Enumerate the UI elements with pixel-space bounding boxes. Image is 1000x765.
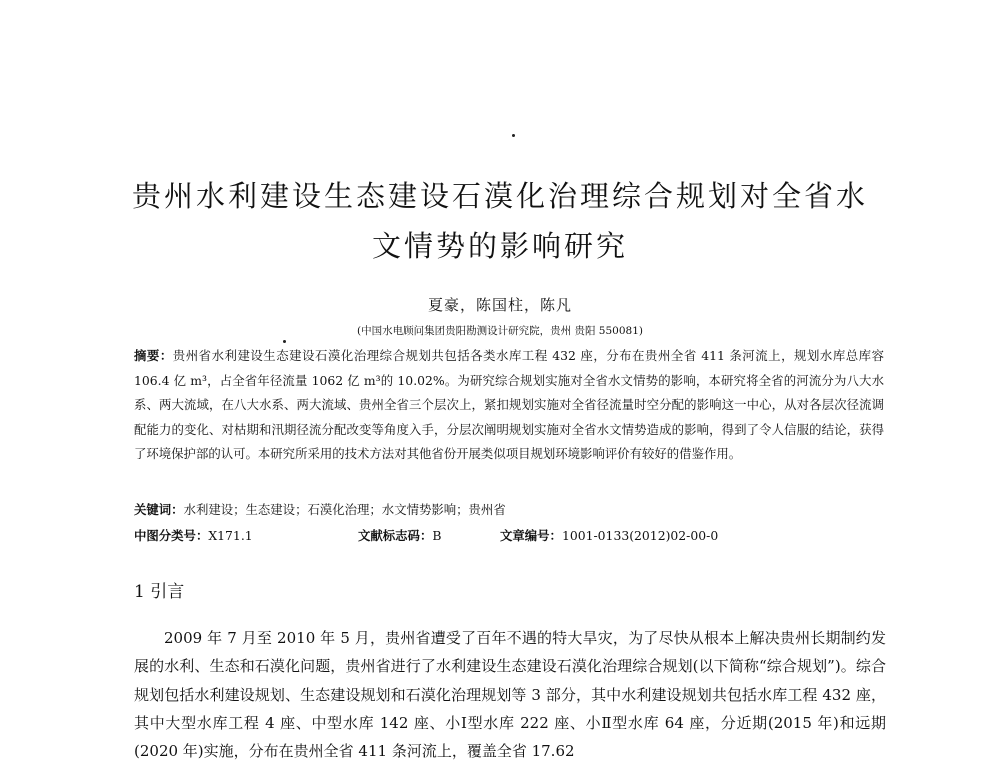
clc-number bbox=[134, 526, 253, 544]
abstract-label: 摘要： bbox=[134, 348, 173, 363]
article-no-value: 1001-0133(2012)02-00-0 bbox=[561, 528, 719, 543]
scan-speck bbox=[283, 340, 286, 343]
paper-title-line-2: 文情势的影响研究 bbox=[371, 229, 628, 263]
affiliation: (中国水电顾问集团贵阳勘测设计研究院，贵州 贵阳 550081) bbox=[357, 325, 643, 337]
article-no-label: 文章编号： bbox=[500, 528, 562, 543]
keywords-label: 关键词： bbox=[134, 502, 184, 517]
abstract-text: 贵州省水利建设生态建设石漠化治理综合规划共包括各类水库工程 432 座，分布在贵州全省 411 条河流上，规划水库总库容 106.4 亿 m³，占全省年径流量 1062 亿 m³的 10.02%。为研究综合规划实施对全省水文情势的影响，本研究将全省的河流分为八大水系、两大流域，在八大水系、两大流域、贵州全省三个层次上，紧扣规划实施对全省径流量时空分配的影响这一中心，从对各层次径流调配能力的变化、对枯期和汛期径流分配改变等角度入手，分层次阐明规划实施对全省水文情势造成的影响，得到了令人信服的结论，获得了环境保护部的认可。本研究所采用的技术方法对其他省份开展类似项目规划环境影响评价有较好的借鉴作用。 bbox=[134, 348, 884, 461]
clc-label: 中图分类号： bbox=[134, 528, 209, 543]
keywords-text: 水利建设；生态建设；石漠化治理；水文情势影响；贵州省 bbox=[183, 502, 506, 517]
abstract bbox=[134, 344, 884, 467]
body-paragraph: 2009 年 7 月至 2010 年 5 月，贵州省遭受了百年不遇的特大旱灾，为了尽快从根本上解决贵州长期制约发展的水利、生态和石漠化问题，贵州省进行了水利建设生态建设石漠化治理综合规划(以下简称“综合规划”)。综合规划包括水利建设规划、生态建设规划和石漠化治理规划等 3 部分，其中水利建设规划共包括水库工程 432 座，其中大型水库工程 4 座、中型水库 142 座、小Ⅰ型水库 222 座、小Ⅱ型水库 64 座，分近期(2015 年)和远期(2020 年)实施，分布在贵州全省 411 条河流上，覆盖全省 17.62 bbox=[134, 629, 886, 761]
doc-code-label: 文献标志码： bbox=[358, 528, 433, 543]
paper-title-line-1: 贵州水利建设生态建设石漠化治理综合规划对全省水 bbox=[131, 179, 868, 213]
document-code bbox=[358, 526, 441, 544]
article-number bbox=[500, 526, 718, 544]
section-heading: 1 引言 bbox=[134, 582, 185, 602]
scan-speck bbox=[512, 134, 515, 137]
doc-code-value: B bbox=[432, 528, 442, 543]
author-list: 夏豪，陈国柱，陈凡 bbox=[427, 296, 572, 314]
clc-value: X171.1 bbox=[208, 528, 253, 543]
keywords bbox=[134, 500, 506, 518]
